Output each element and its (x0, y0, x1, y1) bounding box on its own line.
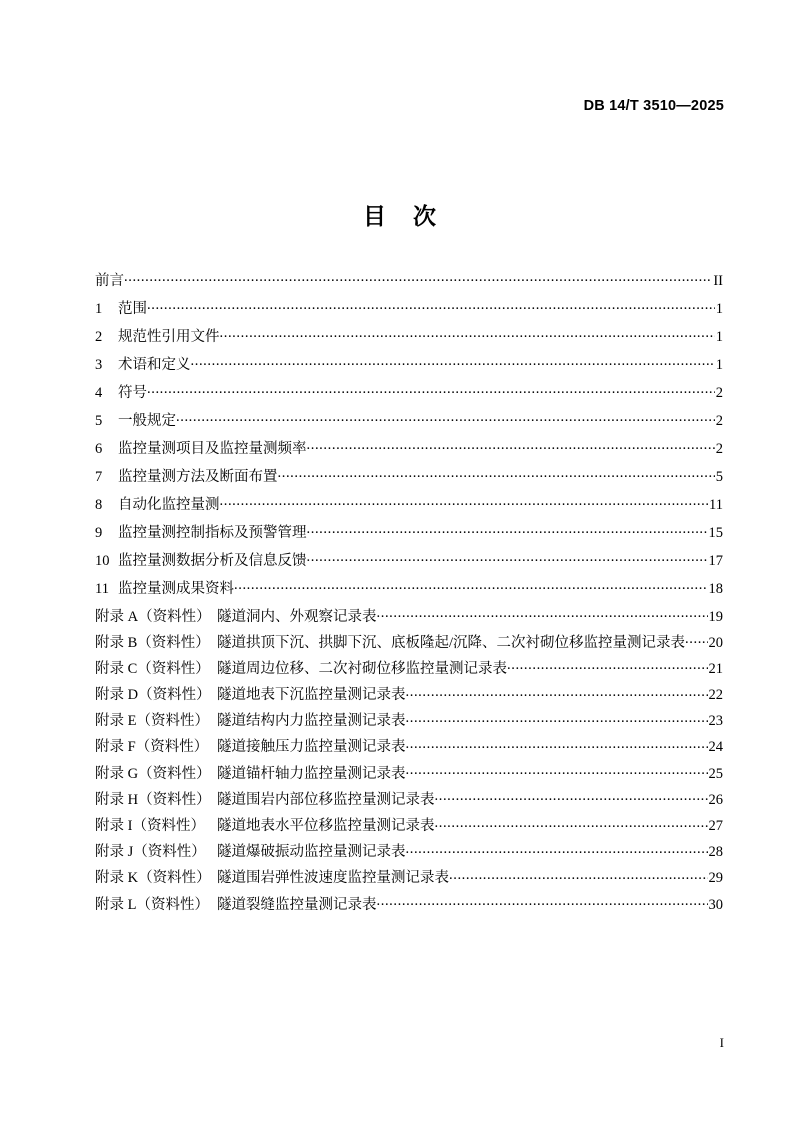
toc-entry-annex-tag: 附录 D（资料性） (95, 687, 211, 704)
toc-entry-page: 20 (708, 634, 723, 651)
toc-entry-label: 隧道接触压力监控量测记录表 (217, 739, 406, 756)
toc-entry-number: 1 (95, 300, 103, 317)
toc-entry-label: 监控量测方法及断面布置 (118, 468, 278, 485)
toc-entry-page: 21 (708, 660, 723, 677)
toc-entry-annex-tag: 附录 B（资料性） (95, 634, 210, 651)
toc-entry-page: 2 (715, 384, 723, 401)
toc-entry-page: 25 (708, 765, 723, 782)
toc-entry-page: 1 (715, 328, 723, 345)
toc-entry-annex-tag: 附录 G（资料性） (95, 765, 211, 782)
toc-entry-label: 隧道围岩内部位移监控量测记录表 (217, 791, 435, 808)
dot-leader (124, 270, 712, 285)
dot-leader (147, 382, 715, 397)
dot-leader (234, 578, 708, 593)
toc-entry-label: 监控量测成果资料 (118, 580, 234, 597)
toc-entry-label: 隧道地表水平位移监控量测记录表 (217, 818, 435, 834)
toc-entry-page: 5 (715, 468, 723, 485)
dot-leader (406, 711, 708, 726)
toc-entry-number: 7 (95, 468, 103, 485)
toc-entry-number: 10 (95, 552, 110, 569)
toc-entry-label: 一般规定 (118, 412, 176, 429)
dot-leader (406, 763, 708, 778)
dot-leader (278, 466, 715, 481)
toc-entry-front-matter[interactable] (95, 270, 723, 298)
toc-entry-annex-tag: 附录 H（资料性） (95, 791, 211, 808)
toc-entry-annex-tag: 附录 A（资料性） (95, 608, 211, 625)
toc-entry-page: 1 (715, 356, 723, 373)
toc-entry-page: 23 (708, 713, 723, 730)
toc-entry-annex[interactable] (95, 842, 723, 868)
dot-leader (435, 816, 708, 831)
dot-leader (435, 789, 708, 804)
toc-entry-page: II (713, 272, 723, 289)
toc-entry-annex-tag: 附录 C（资料性） (95, 660, 210, 677)
dot-leader (220, 494, 709, 509)
dot-leader (685, 632, 707, 647)
toc-entry-annex[interactable] (95, 789, 723, 815)
dot-leader (191, 354, 715, 369)
dot-leader (406, 737, 708, 752)
toc-entry-label: 隧道周边位移、二次衬砌位移监控量测记录表 (217, 660, 507, 677)
toc-entry-clause[interactable] (95, 298, 723, 326)
dot-leader (220, 326, 715, 341)
dot-leader (449, 868, 708, 883)
toc-entry-clause[interactable] (95, 550, 723, 578)
toc-entry-label: 监控量测数据分析及信息反馈 (118, 552, 307, 569)
toc-entry-annex-tag: 附录 I（资料性） (95, 818, 205, 834)
dot-leader (307, 438, 715, 453)
toc-entry-page: 1 (715, 300, 723, 317)
toc-entry-clause[interactable] (95, 522, 723, 550)
toc-entry-label: 隧道结构内力监控量测记录表 (217, 713, 406, 730)
page-title-char-1: 目 (363, 204, 387, 230)
page-title-char-2: 次 (413, 204, 437, 230)
toc-entry-page: 18 (708, 580, 723, 597)
toc-entry-number: 9 (95, 524, 103, 541)
toc-entry-number: 5 (95, 412, 103, 429)
toc-entry-page: 28 (708, 844, 723, 861)
toc-entry-annex[interactable] (95, 711, 723, 737)
toc-entry-page: 17 (708, 552, 723, 569)
toc-entry-page: 30 (708, 896, 723, 913)
toc-entry-label: 监控量测项目及监控量测频率 (118, 440, 307, 457)
dot-leader (377, 606, 708, 621)
dot-leader (176, 410, 715, 425)
toc-entry-number: 11 (95, 580, 109, 597)
toc-entry-label: 术语和定义 (118, 356, 191, 373)
toc-entry-annex[interactable] (95, 606, 723, 632)
toc-entry-label: 隧道锚杆轴力监控量测记录表 (217, 765, 406, 782)
dot-leader (406, 685, 708, 700)
toc-entry-number: 6 (95, 440, 103, 457)
toc-entry-label: 自动化监控量测 (118, 496, 220, 513)
toc-entry-page: 2 (715, 412, 723, 429)
toc-entry-annex[interactable] (95, 763, 723, 789)
toc-entry-number: 2 (95, 328, 103, 345)
toc-entry-label: 隧道洞内、外观察记录表 (217, 608, 377, 625)
toc-entry-label: 隧道爆破振动监控量测记录表 (217, 844, 406, 861)
toc-entry-label: 隧道拱顶下沉、拱脚下沉、底板隆起/沉降、二次衬砌位移监控量测记录表 (217, 634, 686, 651)
dot-leader (307, 550, 708, 565)
toc-entry-page: 29 (708, 870, 723, 887)
toc-entry-label: 监控量测控制指标及预警管理 (118, 524, 307, 541)
toc-entry-clause[interactable] (95, 410, 723, 438)
toc-entry-page: 27 (708, 818, 723, 834)
dot-leader (147, 298, 715, 313)
table-of-contents (95, 270, 723, 920)
toc-entry-label: 范围 (118, 300, 147, 317)
toc-entry-clause[interactable] (95, 578, 723, 606)
page-title (0, 198, 800, 231)
page-number-footer: I (719, 1035, 724, 1050)
toc-entry-clause[interactable] (95, 466, 723, 494)
toc-entry-annex-tag: 附录 F（资料性） (95, 739, 209, 756)
toc-entry-annex[interactable] (95, 685, 723, 711)
toc-entry-annex-tag: 附录 K（资料性） (95, 870, 211, 887)
toc-entry-label: 隧道地表下沉监控量测记录表 (217, 687, 406, 704)
toc-entry-clause[interactable] (95, 354, 723, 382)
toc-entry-page: 22 (708, 687, 723, 704)
standard-number-header: DB 14/T 3510—2025 (583, 98, 724, 114)
toc-entry-label: 隧道围岩弹性波速度监控量测记录表 (217, 870, 449, 887)
toc-entry-annex-tag: 附录 E（资料性） (95, 713, 209, 730)
dot-leader (307, 522, 708, 537)
toc-entry-annex-tag: 附录 J（资料性） (95, 844, 206, 861)
dot-leader (507, 658, 708, 673)
dot-leader (406, 842, 708, 857)
toc-entry-page: 19 (708, 608, 723, 625)
toc-entry-page: 15 (708, 524, 723, 541)
toc-entry-number: 4 (95, 384, 103, 401)
toc-entry-clause[interactable] (95, 326, 723, 354)
toc-entry-page: 2 (715, 440, 723, 457)
toc-entry-annex[interactable] (95, 658, 723, 684)
toc-entry-clause[interactable] (95, 494, 723, 522)
toc-entry-annex[interactable] (95, 632, 723, 658)
toc-entry-annex[interactable] (95, 868, 723, 894)
toc-entry-annex[interactable] (95, 894, 723, 920)
toc-entry-label: 规范性引用文件 (118, 328, 220, 345)
toc-entry-page: 24 (708, 739, 723, 756)
dot-leader (377, 894, 708, 909)
toc-entry-annex[interactable] (95, 737, 723, 763)
toc-entry-clause[interactable] (95, 382, 723, 410)
toc-entry-label: 符号 (118, 384, 147, 401)
toc-entry-label: 前言 (95, 272, 124, 289)
toc-entry-clause[interactable] (95, 438, 723, 466)
toc-entry-annex[interactable] (95, 816, 723, 842)
toc-entry-page: 11 (709, 496, 723, 513)
toc-entry-annex-tag: 附录 L（资料性） (95, 896, 209, 913)
toc-entry-label: 隧道裂缝监控量测记录表 (217, 896, 377, 913)
toc-entry-number: 8 (95, 496, 103, 513)
toc-entry-number: 3 (95, 356, 103, 373)
toc-entry-page: 26 (708, 791, 723, 808)
